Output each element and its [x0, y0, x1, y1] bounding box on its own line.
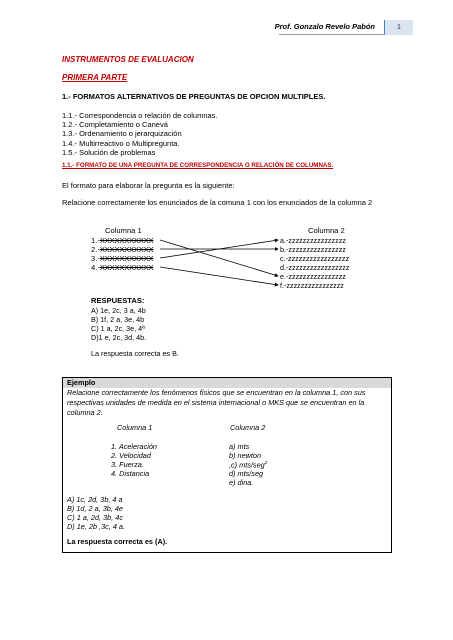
column1-item: 2.-XXXXXXXXXXX [91, 245, 154, 254]
list-item: 1.2.- Completamiento o Canevá [62, 120, 168, 130]
subsection-heading: 1.1.- FORMATO DE UNA PREGUNTA DE CORRESPONDENCIA O RELACIÓN DE COLUMNAS. [62, 162, 334, 169]
example-option: D) 1e, 2b ,3c, 4 a. [67, 522, 126, 531]
paragraph: Relacione correctamente los enunciados de la comuna 1 con los enunciados de la columna 2 [62, 198, 373, 207]
column2-item: b.-zzzzzzzzzzzzzzzz [280, 245, 346, 254]
column2-item: d.-zzzzzzzzzzzzzzzzz [280, 263, 350, 272]
column1-item: 4.-XXXXXXXXXXX [91, 263, 154, 272]
author-name: Prof. Gonzalo Revelo Pabón [274, 22, 375, 31]
formats-list [62, 111, 218, 157]
column1-item: 3.-XXXXXXXXXXX [91, 254, 154, 263]
example-option: A) 1c, 2d, 3b, 4 a [67, 495, 123, 504]
example-column2-item: a) mts [229, 442, 250, 451]
example-column2-item: d) mts/seg [229, 469, 264, 478]
arrow-1-e [160, 240, 278, 276]
correspondence-figure [88, 226, 388, 366]
answer-option: C) 1 a, 2c, 3e, 4ª [91, 324, 145, 333]
example-box [62, 377, 392, 553]
list-item: 1.3.- Ordenamiento o jerarquización [62, 129, 182, 139]
example-header: Ejemplo [63, 378, 391, 388]
example-column1-item: 3. Fuerza. [111, 460, 144, 469]
example-column1-item: 4. Distancia [111, 469, 150, 478]
example-column1-item: 1. Aceleración [111, 442, 157, 451]
example-column2-item: b) newton [229, 451, 262, 460]
part-heading: PRIMERA PARTE [62, 73, 128, 82]
column2-item: e.-zzzzzzzzzzzzzzzz [280, 272, 346, 281]
list-item: 1.5.- Solución de problemas [62, 147, 156, 157]
example-option: B) 1d, 2 a, 3b, 4e [67, 504, 123, 513]
arrow-4-f [160, 267, 278, 285]
column1-item: 1.-XXXXXXXXXXX [91, 236, 154, 245]
paragraph: El formato para elaborar la pregunta es la siguiente: [62, 181, 235, 190]
example-column2-item: ,c) mts/seg$^2$ [229, 460, 268, 470]
column2-item: a.-zzzzzzzzzzzzzzzz [280, 236, 346, 245]
correct-answer: La respuesta correcta es B. [91, 349, 179, 358]
answer-option: D)1 e, 2c, 3d, 4b. [91, 333, 147, 342]
page-header [0, 20, 453, 38]
answers-heading: RESPUESTAS: [91, 296, 145, 305]
example-correct-answer: La respuesta correcta es (A). [67, 537, 168, 546]
page-number: 1 [384, 20, 413, 35]
example-column1-header: Columna 1 [117, 423, 153, 432]
example-intro: Relacione correctamente los fenómenos físicos que se encuentran en la columna 1, con sus respectivas unidades de medida en el sistema internacional o MKS que se encuentran en la columna 2. [67, 388, 366, 417]
list-item: 1.4.- Multirreactivo o Multipregunta. [62, 138, 180, 148]
column2-header: Columna 2 [308, 226, 345, 235]
answer-option: B) 1f, 2 a, 3e, 4b [91, 315, 145, 324]
superscript-2: 2 [264, 460, 268, 465]
section-heading: 1.- FORMATOS ALTERNATIVOS DE PREGUNTAS DE OPCION MULTIPLES. [62, 92, 326, 101]
column2-item: f.-zzzzzzzzzzzzzzzz [280, 281, 344, 290]
example-column2-item: e) dina. [229, 478, 254, 487]
header-rule [279, 34, 384, 35]
document-title: INSTRUMENTOS DE EVALUACION [62, 55, 194, 64]
answer-option: A) 1e, 2c, 3 a, 4b [91, 306, 146, 315]
column2-item: c.-zzzzzzzzzzzzzzzzz [280, 254, 350, 263]
example-column2-header: Columna 2 [230, 423, 266, 432]
example-column1-item: 2. Velocidad [111, 451, 151, 460]
example-option: C) 1 a, 2d, 3b, 4c [67, 513, 123, 522]
column1-header: Columna 1 [105, 226, 142, 235]
list-item: 1.1.- Correspondencia o relación de columnas. [62, 111, 218, 120]
